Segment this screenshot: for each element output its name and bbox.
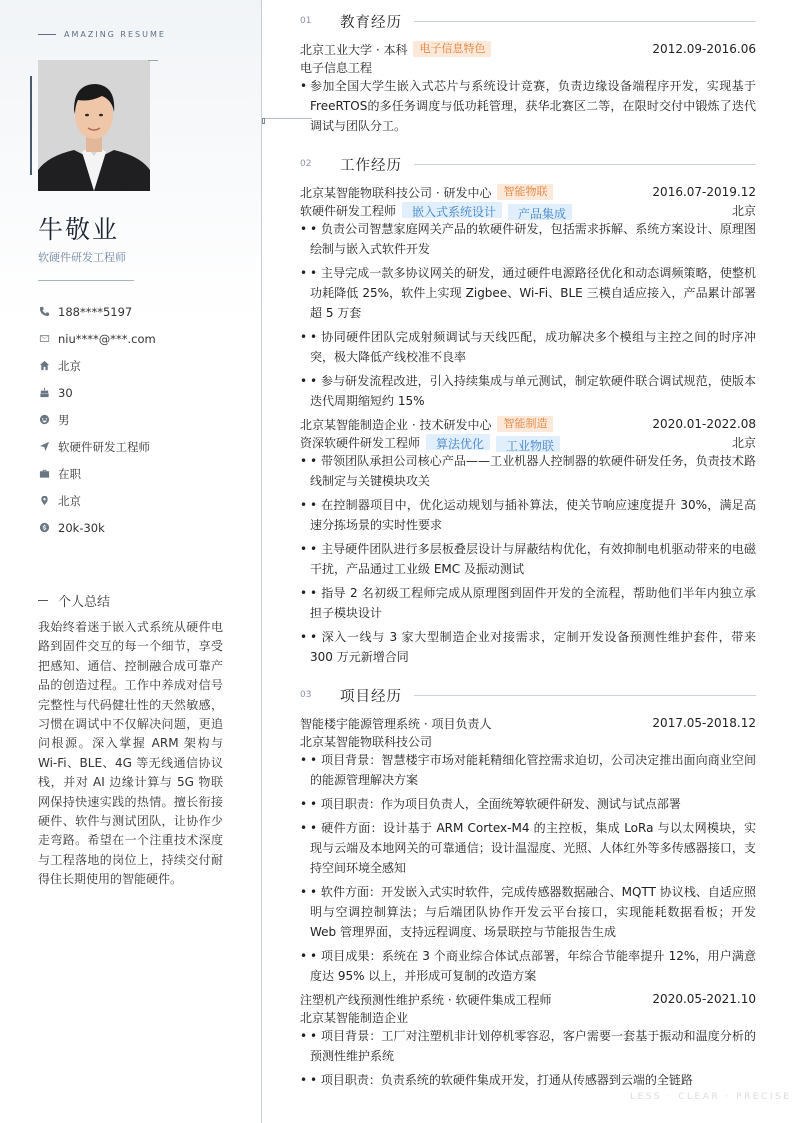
title-divider [38,280,134,281]
contact-location [38,487,248,514]
home-icon [38,360,50,372]
job-1-position-row [300,201,756,219]
job-1-header [300,183,756,201]
profile-photo [38,60,150,191]
job-2-bullets [300,451,756,667]
list-item: • • 项目背景：工厂对注塑机非计划停机零容忍，客户需要一套基于振动和温度分析的预测性维护系统 [300,1029,756,1063]
list-item: • • 协同硬件团队完成射频调试与天线匹配，成功解决多个模组与主控之间的时序冲突，极大降低产线校准不良率 [300,330,756,364]
contact-location-text: 北京 [58,493,81,508]
contact-list [38,298,248,541]
list-item: • • 指导 2 名初级工程师完成从原理图到固件开发的全流程，帮助他们半年内独立承担子模块设计 [300,586,756,620]
contact-target-role-text: 软硬件研发工程师 [58,439,150,454]
projects-section-title: 项目经历 [340,688,402,705]
job-2-company: 北京某智能制造企业 · 技术研发中心 [300,417,492,432]
contact-email-text: niu****@***.com [58,331,156,346]
contact-age-text: 30 [58,385,73,400]
candidate-name: 牛敬业 [38,215,120,244]
candidate-title: 软硬件研发工程师 [38,251,126,264]
contact-email [38,325,248,352]
education-section-title: 教育经历 [340,14,402,31]
mail-icon [38,333,50,345]
work-section-header [300,154,756,174]
phone-icon [38,306,50,318]
brand-header [38,30,166,39]
photo-bracket [148,60,158,61]
photo-accent-bar [30,76,32,175]
job-2-city: 北京 [731,435,756,450]
job-2-skill-tag: 算法优化 [426,434,490,450]
section-rule [414,21,756,22]
education-row [300,40,756,58]
list-item: • 参加全国大学生嵌入式芯片与系统设计竞赛，负责边缘设备端程序开发，实现基于 FreeRTOS的多任务调度与低功耗管理，获华北赛区二等，在限时交付中锻炼了迭代调试与团队分工。 [300,79,756,133]
project-1-name: 智能楼宇能源管理系统 · 项目负责人 [300,716,492,731]
job-1-skill-tag: 产品集成 [508,204,572,220]
location-icon [38,495,50,507]
list-item: • • 主导硬件团队进行多层板叠层设计与屏蔽结构优化，有效抑制电机驱动带来的电磁干扰，产品通过工业级 EMC 及振动测试 [300,542,756,576]
brand-text: AMAZING RESUME [64,30,166,39]
work-section-title: 工作经历 [340,157,402,174]
contact-salary [38,514,248,541]
job-1-industry-tag: 智能物联 [497,184,553,200]
education-tag: 电子信息特色 [413,41,491,57]
education-major: 电子信息工程 [300,60,373,75]
contact-gender [38,406,248,433]
project-2-name: 注塑机产线预测性维护系统 · 软硬件集成工程师 [300,992,552,1007]
send-icon [38,441,50,453]
contact-phone [38,298,248,325]
summary-dash [38,600,48,601]
list-item: • • 负责公司智慧家庭网关产品的软硬件研发，包括需求拆解、系统方案设计、原理图绘制与嵌入式软件开发 [300,222,756,256]
project-1-bullets [300,750,756,986]
contact-salary-text: 20k-30k [58,520,105,535]
list-item: • • 软件方面：开发嵌入式实时软件，完成传感器数据融合、MQTT 协议栈、自适应照明与空调控制算法；与后端团队协作开发云平台接口，实现能耗数据看板；开发 Web 管理界面，支持远程调度、场景联控与节能报告生成 [300,885,756,939]
education-school: 北京工业大学 · 本科 [300,42,408,57]
job-1-skill-tag: 嵌入式系统设计 [402,202,502,218]
list-item: • • 参与研发流程改进，引入持续集成与单元测试，制定软硬件联合调试规范，使版本迭代周期缩短约 15% [300,374,756,408]
job-2-header [300,415,756,433]
sidebar [0,0,262,1123]
project-1-date: 2017.05-2018.12 [652,716,756,730]
education-major-row [300,58,756,76]
project-2-header [300,990,756,1008]
briefcase-icon [38,468,50,480]
job-2-skill-tag: 工业物联 [496,436,560,452]
contact-home [38,352,248,379]
list-item: • • 项目背景：智慧楼宇市场对能耗精细化管控需求迫切，公司决定推出面向商业空间的能源管理解决方案 [300,753,756,787]
education-bullets [300,76,756,136]
contact-status [38,460,248,487]
projects-section-number: 03 [300,690,312,700]
money-icon [38,522,50,534]
contact-gender-text: 男 [58,412,70,427]
cake-icon [38,387,50,399]
job-1-position: 软硬件研发工程师 [300,203,397,218]
contact-target-role [38,433,248,460]
job-1-date: 2016.07-2019.12 [652,185,756,199]
project-2-org: 北京某智能制造企业 [300,1010,409,1025]
education-section-number: 01 [300,16,312,26]
project-2-bullets [300,1026,756,1090]
list-item: • • 深入一线与 3 家大型制造企业对接需求，定制开发设备预测性维护套件，带来 300 万元新增合同 [300,630,756,664]
project-2-date: 2020.05-2021.10 [652,992,756,1006]
divider-tick [262,118,265,124]
education-date: 2012.09-2016.06 [652,42,756,56]
list-item: • • 项目职责：负责系统的软硬件集成开发，打通从传感器到云端的全链路 [300,1073,693,1087]
section-rule [414,695,756,696]
work-section-number: 02 [300,159,312,169]
contact-age [38,379,248,406]
summary-title: 个人总结 [58,595,111,610]
list-item: • • 项目职责：作为项目负责人，全面统筹软硬件研发、测试与试点部署 [300,797,681,811]
list-item: • • 项目成果：系统在 3 个商业综合体试点部署，年综合节能率提升 12%，用户满意度达 95% 以上，并形成可复制的改造方案 [300,949,756,983]
projects-section-header [300,685,756,705]
summary-heading [38,591,110,610]
section-rule [414,164,756,165]
job-2-position-row [300,433,756,451]
brand-line [38,34,56,35]
footer-watermark: LESS · CLEAR · PRECISE [630,1092,792,1102]
job-2-industry-tag: 智能制造 [497,416,553,432]
education-section-header [300,11,756,31]
job-2-date: 2020.01-2022.08 [652,417,756,431]
list-item: • • 主导完成一款多协议网关的研发，通过硬件电源路径优化和动态调频策略，使整机功耗降低 25%，软件上实现 Zigbee、Wi-Fi、BLE 三模自适应接入，产品累计部署超 5 万套 [300,266,756,320]
project-1-org-row [300,732,756,750]
job-1-company: 北京某智能物联科技公司 · 研发中心 [300,185,492,200]
job-1-city: 北京 [731,203,756,218]
contact-status-text: 在职 [58,466,81,481]
project-2-org-row [300,1008,756,1026]
contact-home-text: 北京 [58,358,81,373]
project-1-org: 北京某智能物联科技公司 [300,734,433,749]
profile-photo-illustration [38,60,150,191]
list-item: • • 硬件方面：设计基于 ARM Cortex-M4 的主控板，集成 LoRa 与以太网模块，实现与云端及本地网关的可靠通信；设计温湿度、光照、人体红外等多传感器接口，支持空间环境全感知 [300,821,756,875]
summary-text: 我始终着迷于嵌入式系统从硬件电路到固件交互的每一个细节，享受把感知、通信、控制融合成可靠产品的创造过程。工作中养成对信号完整性与代码健壮性的天然敏感，习惯在调试中不仅解决问题，更追问根源。深入掌握 ARM 架构与 Wi-Fi、BLE、4G 等无线通信协议栈，并对 AI 边缘计算与 5G 物联网保持快速实践的热情。擅长衔接硬件、软件与测试团队，让协作少走弯路。希望在一个注重技术深度与工程落地的岗位上，持续交付耐得住长期使用的智能硬件。 [38,620,223,887]
job-1-bullets [300,219,756,411]
project-1-header [300,714,756,732]
list-item: • • 带领团队承担公司核心产品——工业机器人控制器的软硬件研发任务，负责技术路线制定与关键模块攻关 [300,454,756,488]
list-item: • • 在控制器项目中，优化运动规划与插补算法，使关节响应速度提升 30%，满足高速分拣场景的实时性要求 [300,498,756,532]
job-2-position: 资深软硬件研发工程师 [300,435,421,450]
contact-phone-text: 188****5197 [58,304,133,319]
face-icon [38,414,50,426]
